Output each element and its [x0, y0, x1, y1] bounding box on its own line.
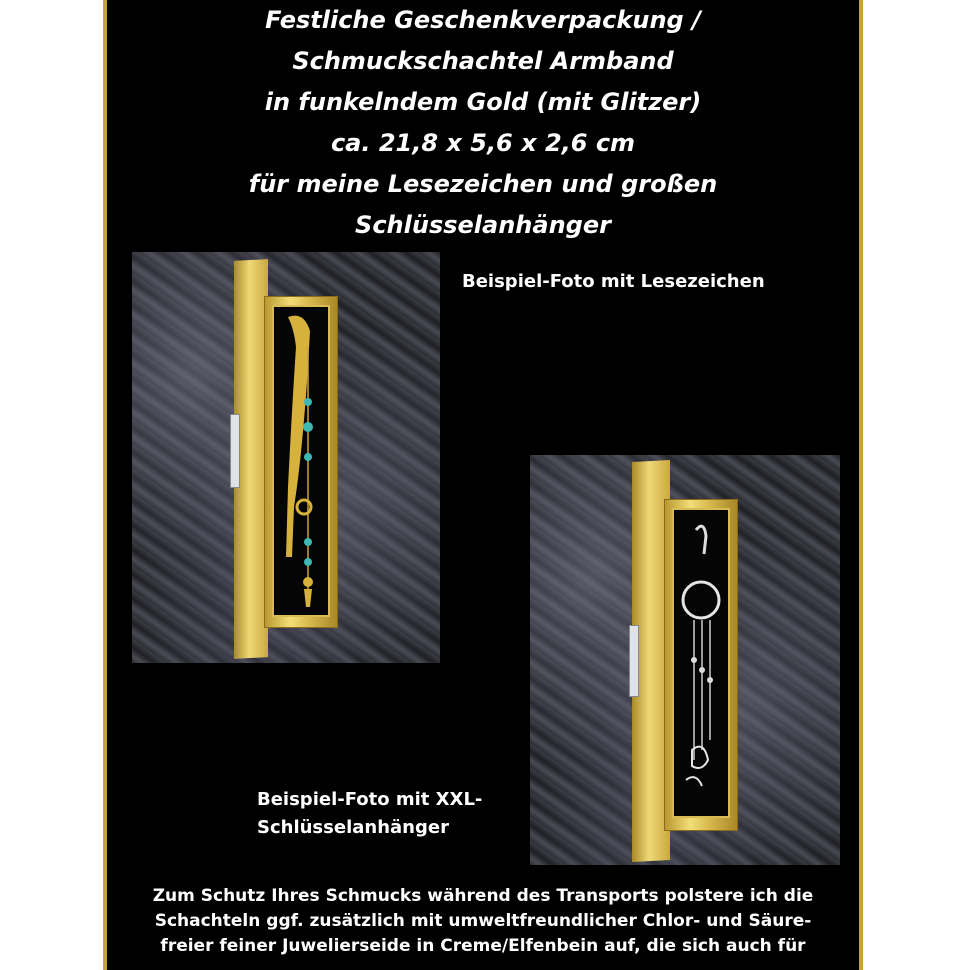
title-line: Schmuckschachtel Armband — [292, 47, 674, 75]
footer-line: Zum Schutz Ihres Schmucks während des Transports polstere ich die — [152, 886, 814, 906]
bookmark-icon — [274, 307, 328, 615]
caption-line: Schlüsselanhänger — [257, 817, 449, 838]
photo1-caption: Beispiel-Foto mit Lesezeichen — [462, 271, 765, 292]
box-interior — [672, 508, 730, 818]
title-line: in funkelndem Gold (mit Glitzer) — [264, 88, 702, 116]
title-line: ca. 21,8 x 5,6 x 2,6 cm — [330, 129, 636, 157]
photo2-caption — [257, 786, 482, 842]
title-line: für meine Lesezeichen und großen — [248, 170, 718, 198]
caption-line: Beispiel-Foto mit XXL- — [257, 789, 483, 810]
footer-text — [117, 884, 849, 959]
photo-keychain — [530, 455, 840, 865]
photo-bookmark — [132, 252, 440, 663]
title-line: Festliche Geschenkverpackung / — [265, 6, 701, 34]
box-tag — [230, 414, 240, 488]
keychain-icon — [674, 510, 728, 816]
title-line: Schlüsselanhänger — [355, 211, 611, 239]
flyer-frame — [103, 0, 863, 970]
footer-line: Schachteln ggf. zusätzlich mit umweltfreundlicher Chlor- und Säure- — [154, 911, 812, 931]
box-tag — [629, 625, 639, 697]
page-title — [107, 0, 859, 246]
box-interior — [272, 305, 330, 617]
footer-line: freier feiner Juwelierseide in Creme/Elfenbein auf, die sich auch für — [160, 936, 806, 956]
gold-box — [264, 296, 338, 628]
gold-box — [664, 499, 738, 831]
